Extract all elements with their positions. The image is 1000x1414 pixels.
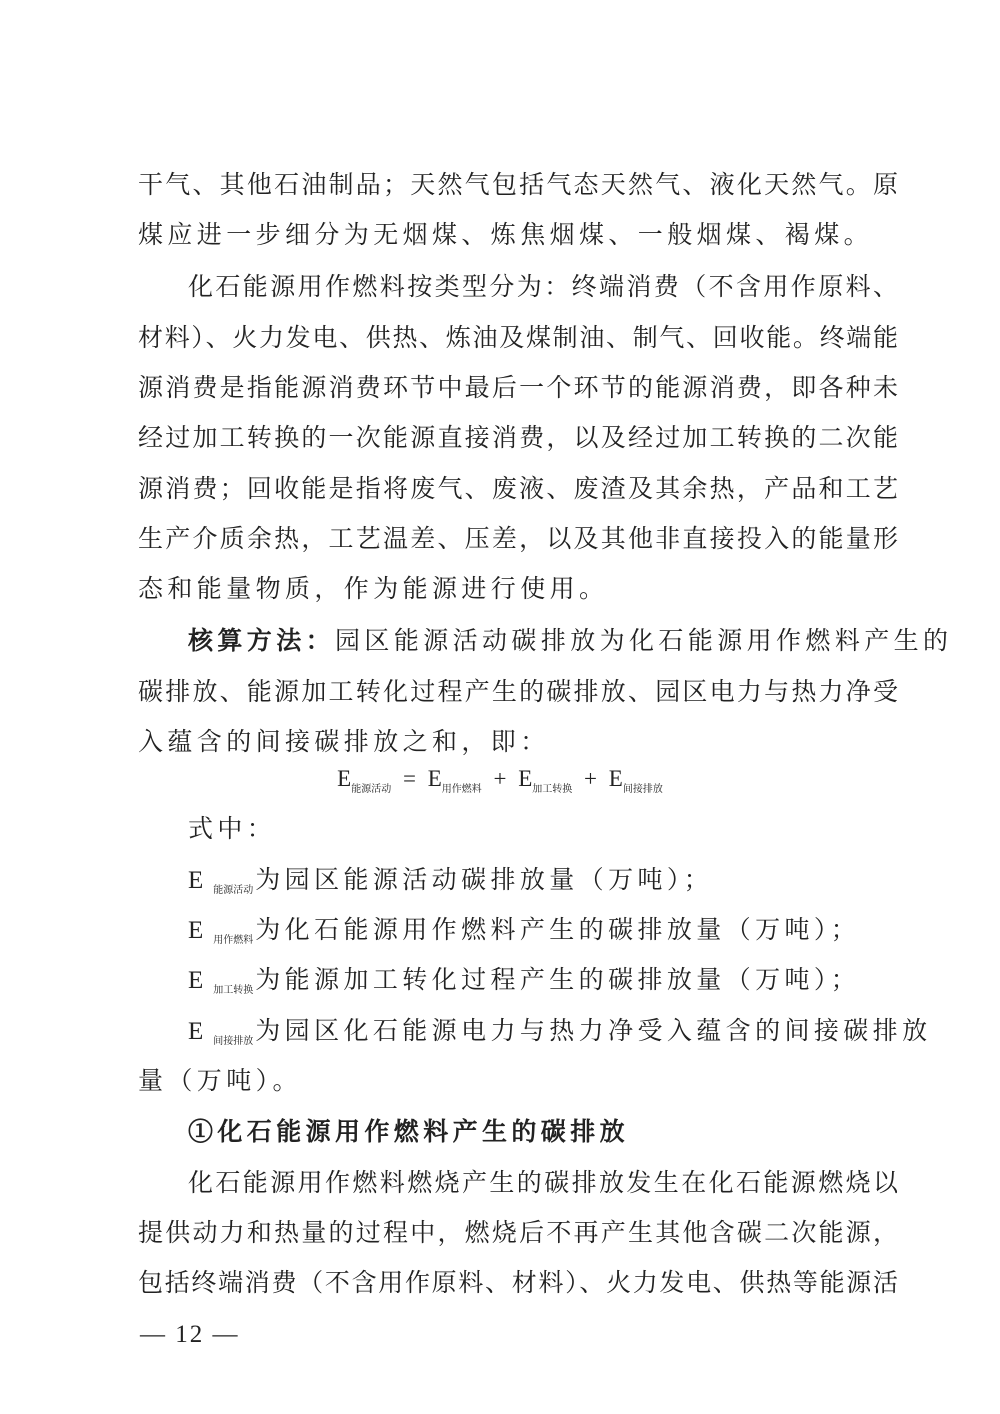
eqn-term2-subscript: 加工转换: [532, 784, 573, 795]
definition-line: 量（万吨）。: [138, 1066, 302, 1095]
page-number: — 12 —: [140, 1321, 240, 1348]
body-text-line: 包括终端消费（不含用作原料、材料）、火力发电、供热等能源活: [138, 1268, 898, 1297]
body-text-line: 态和能量物质，作为能源进行使用。: [138, 574, 609, 603]
eqn-lhs-subscript: 能源活动: [351, 784, 392, 795]
body-text-line: 材料）、火力发电、供热、炼油及煤制油、制气、回收能。终端能: [138, 323, 898, 352]
body-text-line: 化石能源用作燃料按类型分为：终端消费（不含用作原料、: [188, 272, 898, 301]
body-text-line: 生产介质余热，工艺温差、压差，以及其他非直接投入的能量形: [138, 524, 898, 553]
where-label: 式中：: [188, 814, 277, 843]
body-text-line: 源消费；回收能是指将废气、废液、废渣及其余热，产品和工艺: [138, 474, 898, 503]
definition-line: E $_{能源活动}$为园区能源活动碳排放量（万吨）；: [188, 865, 714, 896]
eqn-plus: +: [584, 766, 598, 791]
body-text-line: 化石能源用作燃料燃烧产生的碳排放发生在化石能源燃烧以: [188, 1168, 898, 1197]
definition-line: E $_{加工转换}$为能源加工转化过程产生的碳排放量（万吨）；: [188, 965, 861, 996]
definition-line: E $_{间接排放}$为园区化石能源电力与热力净受入蕴含的间接碳排放: [188, 1016, 932, 1047]
definition-line: E $_{用作燃料}$为化石能源用作燃料产生的碳排放量（万吨）；: [188, 915, 861, 946]
body-text-line: 碳排放、能源加工转化过程产生的碳排放、园区电力与热力净受: [138, 677, 898, 706]
body-text-line: 提供动力和热量的过程中，燃烧后不再产生其他含碳二次能源，: [138, 1218, 898, 1247]
equation: $E_{能源活动} = E_{用作燃料} + E_{加工转换} + E_{间接排放}$: [337, 766, 663, 795]
body-text-line: [188, 624, 953, 658]
eqn-term1-subscript: 用作燃料: [441, 784, 482, 795]
method-label: 核算方法：: [188, 626, 336, 655]
eqn-plus: +: [493, 766, 507, 791]
body-text-line: 经过加工转换的一次能源直接消费，以及经过加工转换的二次能: [138, 423, 898, 452]
body-text-line: 源消费是指能源消费环节中最后一个环节的能源消费，即各种未: [138, 373, 898, 402]
body-text-line: 煤应进一步细分为无烟煤、炼焦烟煤、一般烟煤、褐煤。: [138, 220, 874, 249]
eqn-term3-subscript: 间接排放: [622, 784, 663, 795]
section-heading: ①化石能源用作燃料产生的碳排放: [188, 1117, 630, 1146]
method-text: 园区能源活动碳排放为化石能源用作燃料产生的: [335, 626, 953, 655]
body-text-line: 入蕴含的间接碳排放之和，即：: [138, 727, 550, 756]
body-text-line: 干气、其他石油制品；天然气包括气态天然气、液化天然气。原: [138, 170, 898, 199]
eqn-equals: =: [402, 766, 416, 791]
